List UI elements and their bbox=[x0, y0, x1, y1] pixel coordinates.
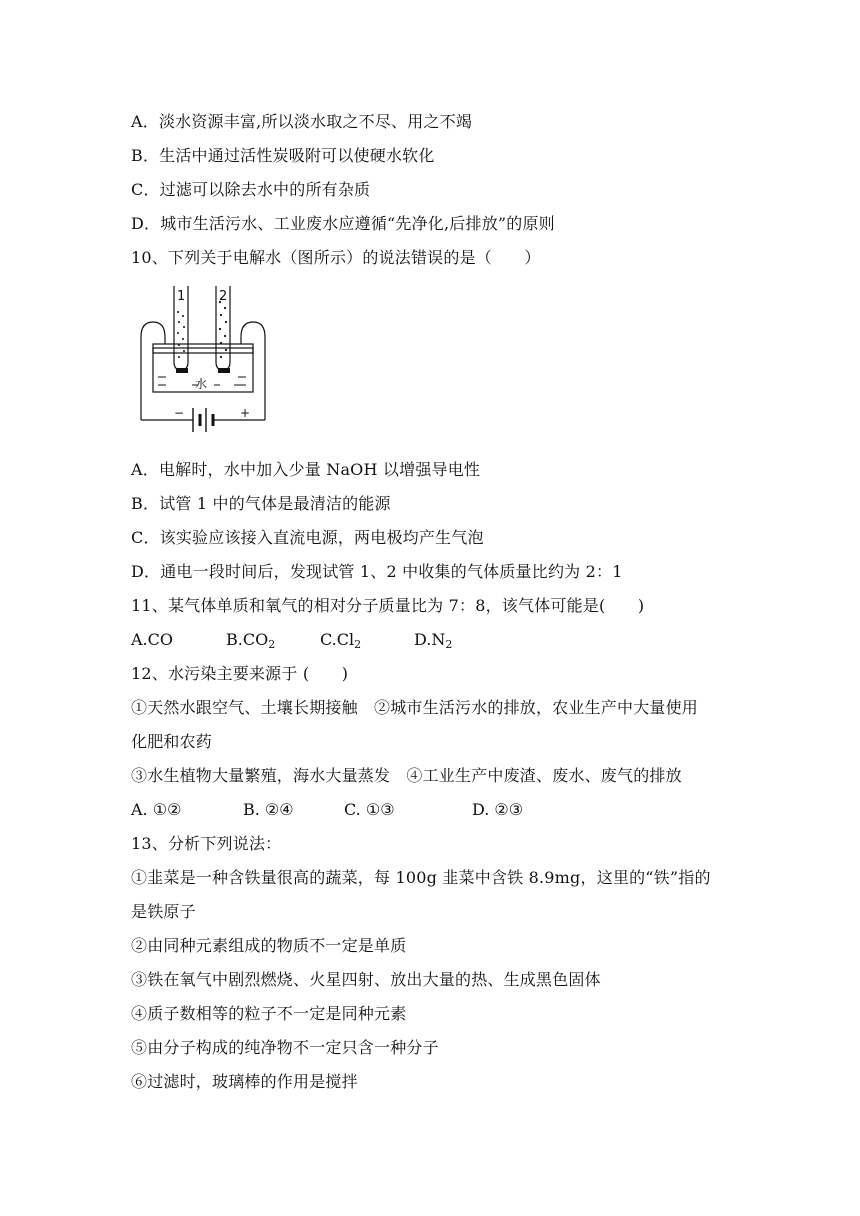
electrode-left bbox=[176, 368, 188, 373]
electrode-right bbox=[218, 368, 230, 373]
q9-option-b: B．生活中通过活性炭吸附可以使硬水软化 bbox=[131, 146, 435, 165]
water-label: 水 bbox=[195, 377, 208, 391]
q11-stem: 11、某气体单质和氧气的相对分子质量比为 7：8，该气体可能是( ) bbox=[131, 596, 645, 615]
q12-option-c: C. ①③ bbox=[344, 800, 395, 819]
minus-label: − bbox=[174, 406, 185, 420]
q9-option-a: A．淡水资源丰富,所以淡水取之不尽、用之不竭 bbox=[131, 112, 473, 131]
tube1-label: 1 bbox=[177, 289, 186, 304]
tube2-label: 2 bbox=[219, 289, 228, 304]
q13-statement-1-cont: 是铁原子 bbox=[131, 902, 196, 921]
q13-statement-4: ④质子数相等的粒子不一定是同种元素 bbox=[131, 1004, 407, 1023]
q12-stem: 12、水污染主要来源于 ( ) bbox=[131, 664, 349, 683]
q12-items-1-2-cont: 化肥和农药 bbox=[131, 732, 213, 751]
electrolysis-apparatus-figure bbox=[138, 282, 268, 444]
q11-option-a: A.CO bbox=[131, 630, 173, 649]
q10-option-d: D．通电一段时间后，发现试管 1、2 中收集的气体质量比约为 2：1 bbox=[131, 562, 623, 581]
q10-option-c: C．该实验应该接入直流电源，两电极均产生气泡 bbox=[131, 528, 484, 547]
q9-option-d: D．城市生活污水、工业废水应遵循“先净化,后排放”的原则 bbox=[131, 214, 555, 233]
q13-statement-3: ③铁在氧气中剧烈燃烧、火星四射、放出大量的热、生成黑色固体 bbox=[131, 970, 601, 989]
q12-items-3-4: ③水生植物大量繁殖，海水大量蒸发 ④工业生产中废渣、废水、废气的排放 bbox=[131, 766, 682, 785]
plus-label: + bbox=[240, 406, 251, 420]
q10-option-a: A．电解时，水中加入少量 NaOH 以增强导电性 bbox=[131, 460, 481, 479]
q13-stem: 13、分析下列说法： bbox=[131, 834, 282, 853]
q10-stem: 10、下列关于电解水（图所示）的说法错误的是（ ） bbox=[131, 248, 541, 267]
q13-statement-6: ⑥过滤时，玻璃棒的作用是搅拌 bbox=[131, 1072, 358, 1091]
q12-option-d: D. ②③ bbox=[472, 800, 524, 819]
q12-option-b: B. ②④ bbox=[243, 800, 294, 819]
q13-statement-5: ⑤由分子构成的纯净物不一定只含一种分子 bbox=[131, 1038, 439, 1057]
q10-option-b: B．试管 1 中的气体是最清洁的能源 bbox=[131, 494, 391, 513]
q12-option-a: A. ①② bbox=[131, 800, 182, 819]
q11-option-b: $B.CO_2$ bbox=[226, 630, 276, 651]
q13-statement-2: ②由同种元素组成的物质不一定是单质 bbox=[131, 936, 407, 955]
q9-option-c: C．过滤可以除去水中的所有杂质 bbox=[131, 180, 371, 199]
q12-items-1-2: ①天然水跟空气、土壤长期接触 ②城市生活污水的排放，农业生产中大量使用 bbox=[131, 698, 699, 717]
q11-option-d: $D.N_2$ bbox=[414, 630, 453, 651]
q11-option-c: $C.Cl_2$ bbox=[320, 630, 362, 651]
bubble-dots bbox=[177, 301, 227, 358]
q13-statement-1: ①韭菜是一种含铁量很高的蔬菜，每 100g 韭菜中含铁 8.9mg，这里的“铁”指的 bbox=[131, 868, 711, 887]
battery-icon bbox=[193, 408, 213, 432]
